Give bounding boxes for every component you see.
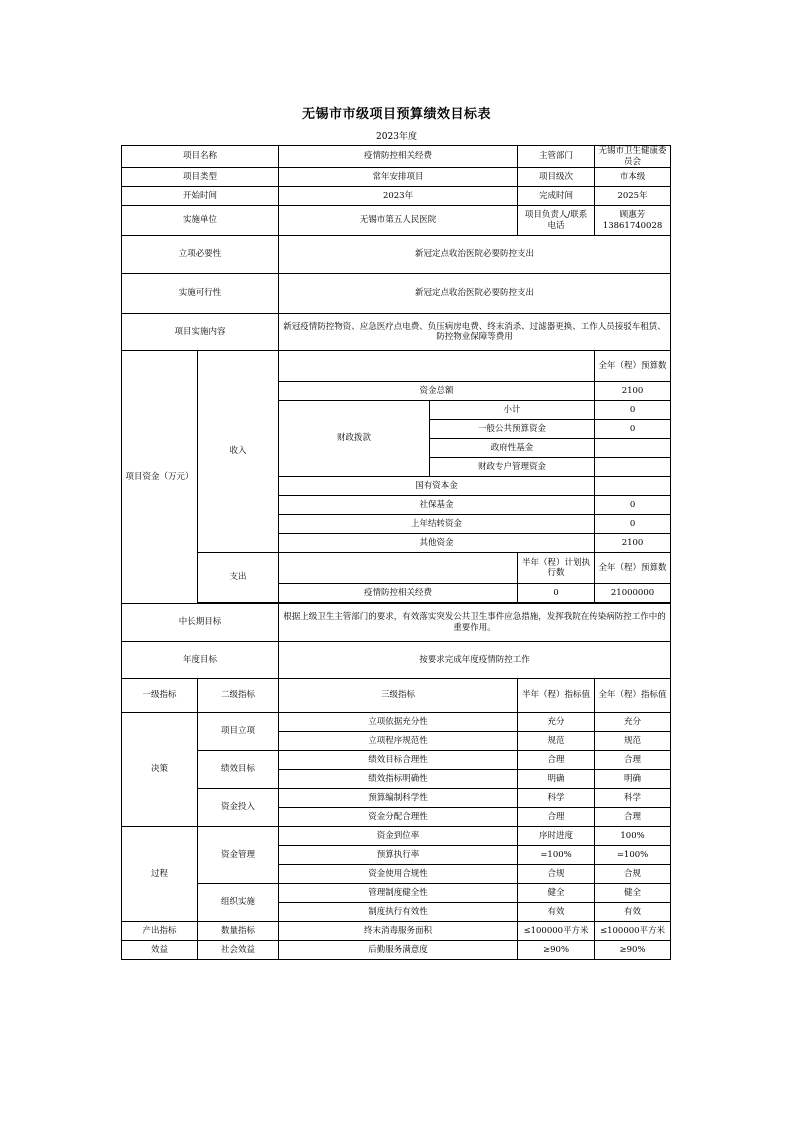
content-label: 项目实施内容 <box>122 314 279 351</box>
general-budget-label: 一般公共预算资金 <box>430 420 595 439</box>
indicator-full-value: 规范 <box>595 732 671 751</box>
indicator-half-value: 有效 <box>518 903 595 922</box>
indicator-full-value: 100% <box>595 827 671 846</box>
indicator-full-value: ≥90% <box>595 941 671 960</box>
indicator-name: 预算执行率 <box>279 846 518 865</box>
state-capital-value <box>595 477 671 496</box>
project-type-value: 常年安排项目 <box>279 168 518 187</box>
other-funds-label: 其他资金 <box>279 534 595 553</box>
mid-term-goal-text: 根据上级卫生主管部门的要求，有效落实突发公共卫生事件应急措施，发挥我院在传染病防控工作中的重要作用。 <box>279 604 671 642</box>
project-name-label: 项目名称 <box>122 146 279 168</box>
indicator-name: 制度执行有效性 <box>279 903 518 922</box>
indicator-half-value: 充分 <box>518 713 595 732</box>
indicator-half-value: =100% <box>518 846 595 865</box>
indicator-full-value: 明确 <box>595 770 671 789</box>
gov-fund-value <box>595 439 671 458</box>
indicator-name: 预算编制科学性 <box>279 789 518 808</box>
state-capital-label: 国有资本金 <box>279 477 595 496</box>
indicator-half-value: ≤100000平方米 <box>518 922 595 941</box>
social-security-label: 社保基金 <box>279 496 595 515</box>
feasibility-label: 实施可行性 <box>122 274 279 314</box>
end-time-label: 完成时间 <box>518 187 595 206</box>
other-funds-value: 2100 <box>595 534 671 553</box>
indicator-full-value: 合理 <box>595 751 671 770</box>
indicator-half-value: 健全 <box>518 884 595 903</box>
level2-indicator-header: 二级指标 <box>198 679 279 713</box>
subtotal-value: 0 <box>595 401 671 420</box>
output-indicator-label: 产出指标 <box>122 922 198 941</box>
indicator-half-value: 合理 <box>518 751 595 770</box>
indicator-name: 立项依据充分性 <box>279 713 518 732</box>
social-benefit-label: 社会效益 <box>198 941 279 960</box>
necessity-label: 立项必要性 <box>122 236 279 274</box>
indicator-half-value: ≥90% <box>518 941 595 960</box>
indicator-full-value: =100% <box>595 846 671 865</box>
special-account-value <box>595 458 671 477</box>
performance-goal-label: 绩效目标 <box>198 751 279 789</box>
fund-input-label: 资金投入 <box>198 789 279 827</box>
indicator-full-value: 科学 <box>595 789 671 808</box>
indicator-name: 管理制度健全性 <box>279 884 518 903</box>
level3-indicator-header: 三级指标 <box>279 679 518 713</box>
full-year-budget-header: 全年（程）预算数 <box>595 351 671 382</box>
dept-value: 无锡市卫生健康委员会 <box>595 146 671 168</box>
owner-contact <box>595 206 671 236</box>
indicator-name: 后勤服务满意度 <box>279 941 518 960</box>
fund-management-label: 资金管理 <box>198 827 279 884</box>
social-security-value: 0 <box>595 496 671 515</box>
start-time-label: 开始时间 <box>122 187 279 206</box>
project-level-label: 项目级次 <box>518 168 595 187</box>
content-text: 新冠疫情防控物资、应急医疗点电费、负压病房电费、终末消杀、过滤器更换、工作人员接驳车租赁、防控物业保障等费用 <box>279 314 671 351</box>
annual-goal-label: 年度目标 <box>122 642 279 679</box>
project-name-value: 疫情防控相关经费 <box>279 146 518 168</box>
org-implementation-label: 组织实施 <box>198 884 279 922</box>
total-funds-label: 资金总额 <box>279 382 595 401</box>
indicator-half-value: 明确 <box>518 770 595 789</box>
implementing-unit-value: 无锡市第五人民医院 <box>279 206 518 236</box>
indicator-full-value: 充分 <box>595 713 671 732</box>
page-title: 无锡市市级项目预算绩效目标表 <box>301 107 491 122</box>
expense-half-value: 0 <box>518 584 595 603</box>
indicator-full-value: 合规 <box>595 865 671 884</box>
owner-phone: 13861740028 <box>602 220 663 231</box>
indicator-name: 资金分配合理性 <box>279 808 518 827</box>
indicator-full-value: 健全 <box>595 884 671 903</box>
subtotal-label: 小计 <box>430 401 595 420</box>
carryover-value: 0 <box>595 515 671 534</box>
project-level-value: 市本级 <box>595 168 671 187</box>
owner-name: 顾惠芳 <box>619 210 646 221</box>
half-year-value-header: 半年（程）指标值 <box>518 679 595 713</box>
full-year-value-header: 全年（程）指标值 <box>595 679 671 713</box>
indicator-half-value: 合规 <box>518 865 595 884</box>
indicator-full-value: 有效 <box>595 903 671 922</box>
indicator-half-value: 合理 <box>518 808 595 827</box>
project-type-label: 项目类型 <box>122 168 279 187</box>
funds-label: 项目资金（万元） <box>122 351 198 604</box>
expense-full-year-header: 全年（程）预算数 <box>595 553 671 584</box>
carryover-label: 上年结转资金 <box>279 515 595 534</box>
expense-label: 支出 <box>198 553 279 603</box>
budget-performance-table <box>121 145 671 960</box>
general-budget-value: 0 <box>595 420 671 439</box>
expense-header-blank <box>279 553 518 584</box>
level1-indicator-header: 一级指标 <box>122 679 198 713</box>
indicator-name: 立项程序规范性 <box>279 732 518 751</box>
indicator-half-value: 规范 <box>518 732 595 751</box>
special-account-label: 财政专户管理资金 <box>430 458 595 477</box>
process-label: 过程 <box>122 827 198 922</box>
indicator-name: 终末消毒服务面积 <box>279 922 518 941</box>
total-funds-value: 2100 <box>595 382 671 401</box>
indicator-name: 资金使用合规性 <box>279 865 518 884</box>
indicator-half-value: 科学 <box>518 789 595 808</box>
gov-fund-label: 政府性基金 <box>430 439 595 458</box>
half-year-plan-header: 半年（程）计划执行数 <box>518 553 595 584</box>
project-setup-label: 项目立项 <box>198 713 279 751</box>
necessity-text: 新冠定点收治医院必要防控支出 <box>279 236 671 274</box>
indicator-full-value: 合理 <box>595 808 671 827</box>
indicator-name: 资金到位率 <box>279 827 518 846</box>
income-label: 收入 <box>198 351 279 553</box>
quantity-indicator-label: 数量指标 <box>198 922 279 941</box>
report-year: 2023年度 <box>376 132 417 142</box>
indicator-name: 绩效指标明确性 <box>279 770 518 789</box>
benefit-label: 效益 <box>122 941 198 960</box>
start-time-value: 2023年 <box>279 187 518 206</box>
owner-label: 项目负责人/联系电话 <box>518 206 595 236</box>
income-header-blank <box>279 351 595 382</box>
expense-item-label: 疫情防控相关经费 <box>279 584 518 603</box>
feasibility-text: 新冠定点收治医院必要防控支出 <box>279 274 671 314</box>
indicator-half-value: 序时进度 <box>518 827 595 846</box>
indicator-name: 绩效目标合理性 <box>279 751 518 770</box>
expense-full-value: 21000000 <box>595 584 671 603</box>
mid-term-goal-label: 中长期目标 <box>122 604 279 642</box>
end-time-value: 2025年 <box>595 187 671 206</box>
indicator-full-value: ≤100000平方米 <box>595 922 671 941</box>
annual-goal-text: 按要求完成年度疫情防控工作 <box>279 642 671 679</box>
fiscal-allocation-label: 财政拨款 <box>279 401 430 477</box>
decision-label: 决策 <box>122 713 198 827</box>
implementing-unit-label: 实施单位 <box>122 206 279 236</box>
dept-label: 主管部门 <box>518 146 595 168</box>
